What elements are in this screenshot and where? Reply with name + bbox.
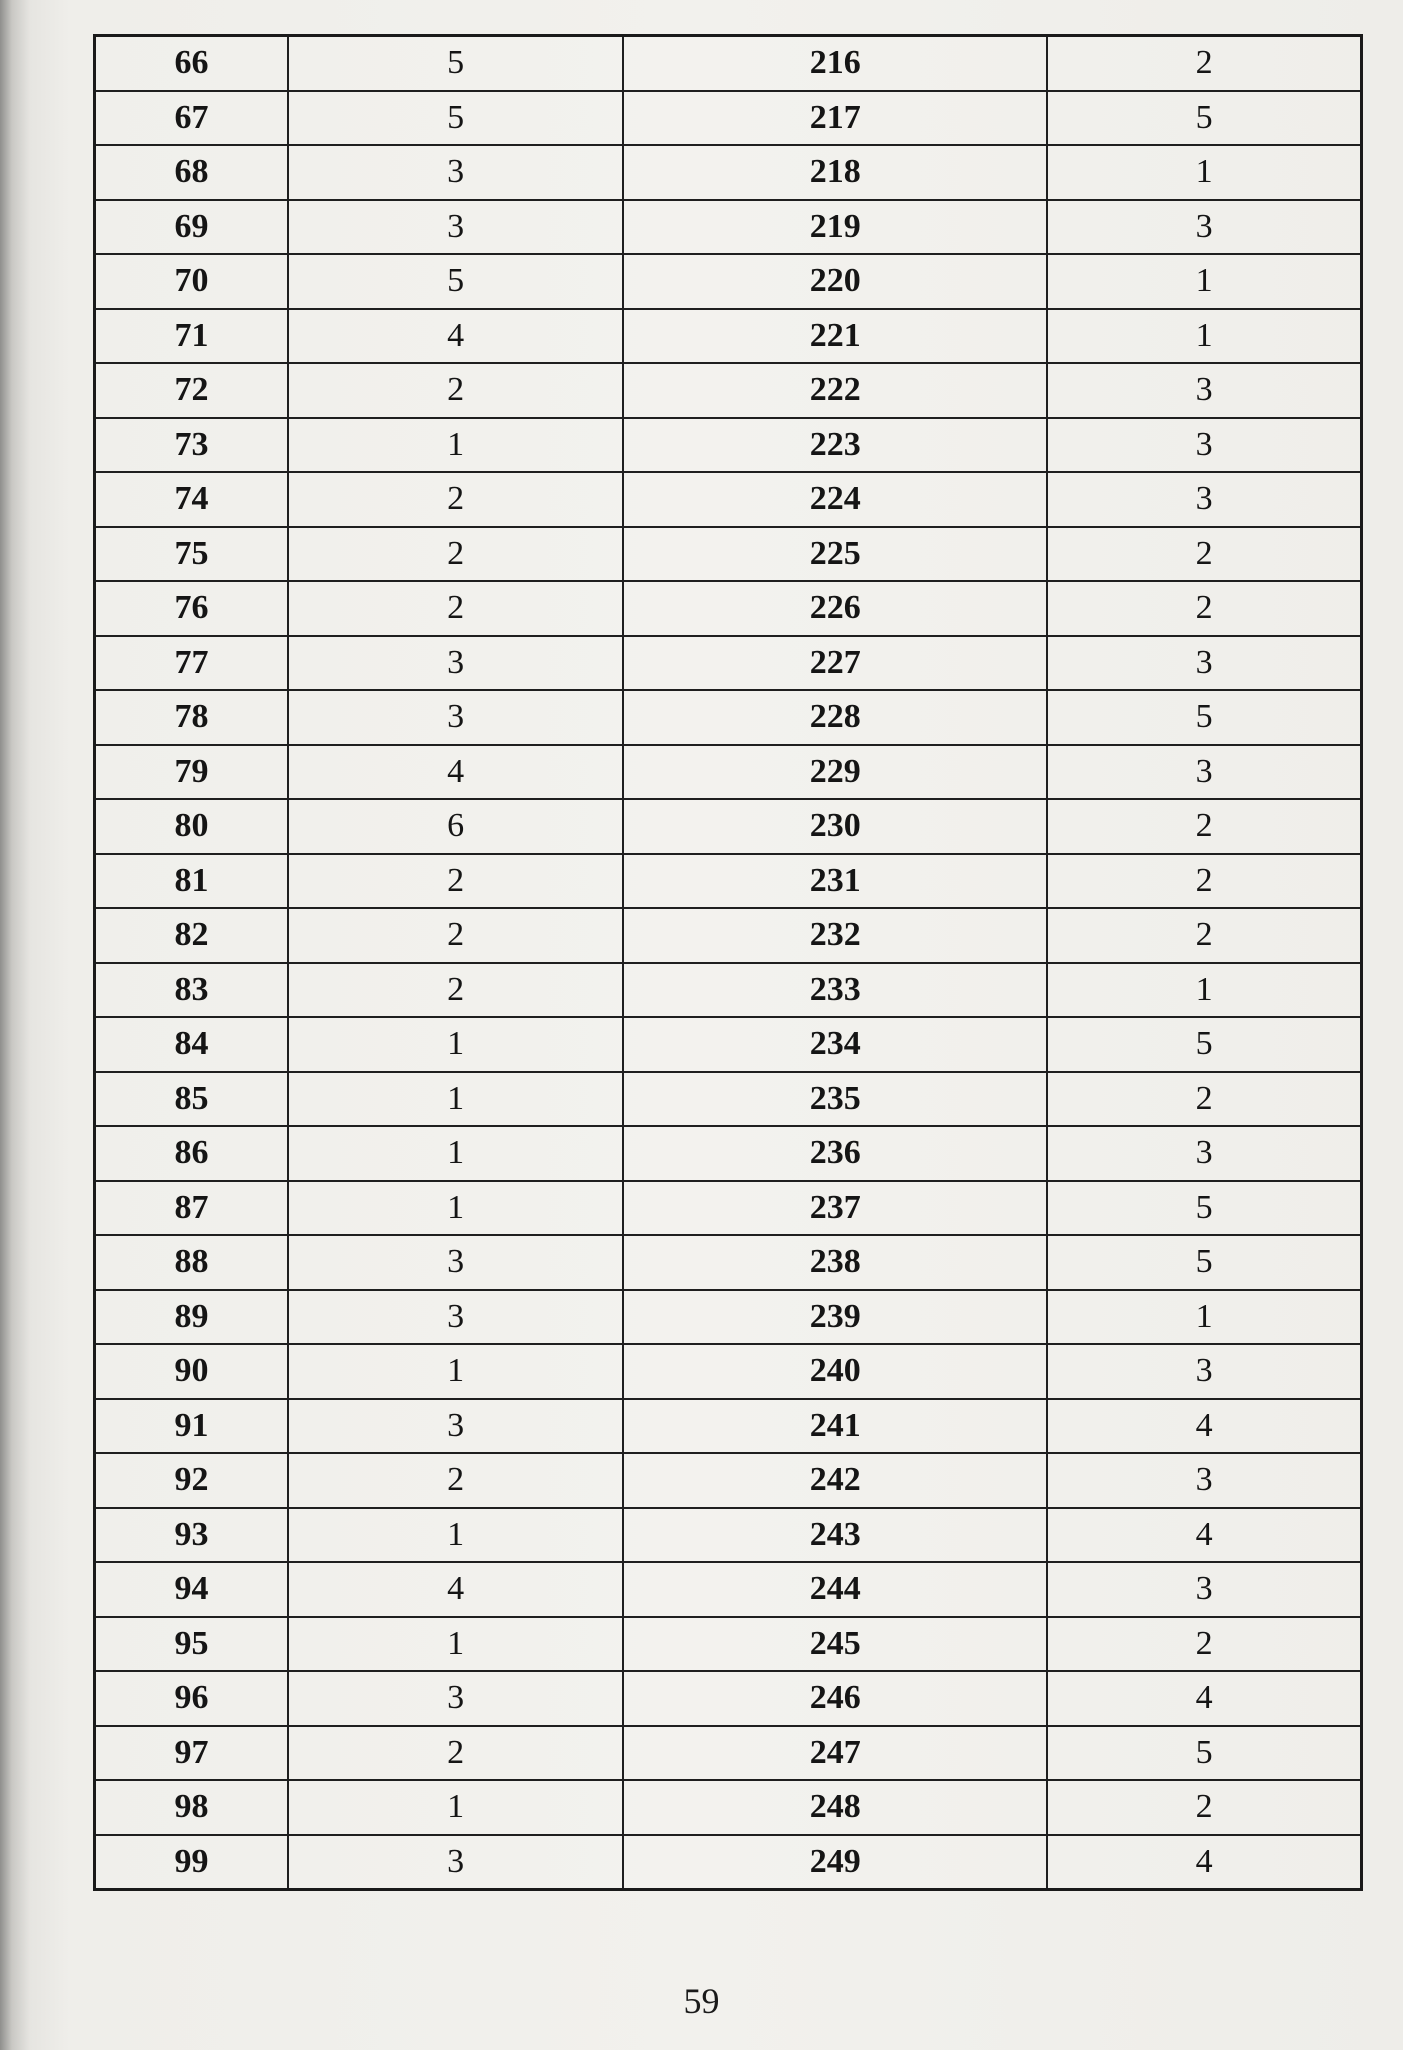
row-value-cell: 6	[288, 799, 623, 854]
table-row	[95, 1617, 1362, 1672]
row-id-cell: 92	[95, 1453, 289, 1508]
row-id-cell: 76	[95, 581, 289, 636]
row-value-cell-right: 4	[1047, 1835, 1361, 1890]
row-value-cell: 1	[288, 1344, 623, 1399]
row-id-cell-right: 235	[623, 1072, 1047, 1127]
row-value-cell-right: 1	[1047, 1290, 1361, 1345]
table-row	[95, 636, 1362, 691]
row-value-cell-right: 1	[1047, 145, 1361, 200]
table-row	[95, 1290, 1362, 1345]
row-id-cell-right: 234	[623, 1017, 1047, 1072]
row-id-cell: 69	[95, 200, 289, 255]
row-id-cell: 87	[95, 1181, 289, 1236]
row-id-cell-right: 218	[623, 145, 1047, 200]
row-value-cell-right: 3	[1047, 636, 1361, 691]
row-value-cell: 4	[288, 745, 623, 800]
row-id-cell: 94	[95, 1562, 289, 1617]
row-id-cell-right: 245	[623, 1617, 1047, 1672]
table-row	[95, 1726, 1362, 1781]
table-row	[95, 363, 1362, 418]
row-id-cell-right: 249	[623, 1835, 1047, 1890]
row-value-cell: 3	[288, 636, 623, 691]
row-id-cell-right: 247	[623, 1726, 1047, 1781]
row-value-cell: 4	[288, 1562, 623, 1617]
table-row	[95, 527, 1362, 582]
table-row	[95, 854, 1362, 909]
row-value-cell: 4	[288, 309, 623, 364]
row-value-cell-right: 2	[1047, 1780, 1361, 1835]
row-value-cell-right: 3	[1047, 1453, 1361, 1508]
table-row	[95, 36, 1362, 91]
row-id-cell: 98	[95, 1780, 289, 1835]
row-value-cell: 1	[288, 1126, 623, 1181]
row-value-cell: 2	[288, 1453, 623, 1508]
row-id-cell-right: 239	[623, 1290, 1047, 1345]
row-id-cell: 88	[95, 1235, 289, 1290]
table-row	[95, 91, 1362, 146]
row-value-cell-right: 4	[1047, 1508, 1361, 1563]
row-id-cell: 68	[95, 145, 289, 200]
row-value-cell-right: 3	[1047, 1562, 1361, 1617]
row-id-cell-right: 229	[623, 745, 1047, 800]
row-value-cell-right: 5	[1047, 1181, 1361, 1236]
table-row	[95, 1344, 1362, 1399]
row-value-cell-right: 1	[1047, 963, 1361, 1018]
row-id-cell-right: 224	[623, 472, 1047, 527]
row-value-cell: 1	[288, 1508, 623, 1563]
row-id-cell-right: 248	[623, 1780, 1047, 1835]
row-id-cell: 95	[95, 1617, 289, 1672]
table-row	[95, 1671, 1362, 1726]
row-id-cell-right: 233	[623, 963, 1047, 1018]
row-value-cell: 3	[288, 690, 623, 745]
row-value-cell-right: 3	[1047, 200, 1361, 255]
row-id-cell: 83	[95, 963, 289, 1018]
row-id-cell-right: 231	[623, 854, 1047, 909]
row-id-cell: 74	[95, 472, 289, 527]
table-row	[95, 1126, 1362, 1181]
row-value-cell-right: 1	[1047, 309, 1361, 364]
row-id-cell: 75	[95, 527, 289, 582]
row-value-cell-right: 2	[1047, 1617, 1361, 1672]
row-id-cell-right: 228	[623, 690, 1047, 745]
row-id-cell: 99	[95, 1835, 289, 1890]
data-table	[93, 34, 1363, 1891]
row-id-cell-right: 242	[623, 1453, 1047, 1508]
row-value-cell: 2	[288, 581, 623, 636]
row-id-cell-right: 230	[623, 799, 1047, 854]
row-id-cell-right: 238	[623, 1235, 1047, 1290]
page-number: 59	[683, 1981, 720, 2021]
row-id-cell-right: 221	[623, 309, 1047, 364]
row-value-cell-right: 2	[1047, 799, 1361, 854]
table-row	[95, 690, 1362, 745]
row-value-cell: 1	[288, 1181, 623, 1236]
table-row	[95, 309, 1362, 364]
table-row	[95, 254, 1362, 309]
row-id-cell-right: 237	[623, 1181, 1047, 1236]
row-id-cell-right: 241	[623, 1399, 1047, 1454]
row-value-cell-right: 3	[1047, 745, 1361, 800]
row-value-cell: 2	[288, 527, 623, 582]
row-id-cell: 93	[95, 1508, 289, 1563]
row-id-cell-right: 240	[623, 1344, 1047, 1399]
row-value-cell-right: 5	[1047, 1726, 1361, 1781]
row-value-cell-right: 2	[1047, 581, 1361, 636]
row-value-cell: 1	[288, 1017, 623, 1072]
row-value-cell-right: 2	[1047, 854, 1361, 909]
row-value-cell-right: 3	[1047, 472, 1361, 527]
row-id-cell: 81	[95, 854, 289, 909]
row-id-cell-right: 220	[623, 254, 1047, 309]
row-value-cell-right: 5	[1047, 1017, 1361, 1072]
table-row	[95, 200, 1362, 255]
row-id-cell: 82	[95, 908, 289, 963]
row-id-cell-right: 217	[623, 91, 1047, 146]
table-row	[95, 799, 1362, 854]
row-value-cell: 1	[288, 1780, 623, 1835]
row-value-cell-right: 5	[1047, 690, 1361, 745]
row-id-cell-right: 244	[623, 1562, 1047, 1617]
row-id-cell-right: 225	[623, 527, 1047, 582]
row-value-cell-right: 2	[1047, 36, 1361, 91]
row-value-cell: 2	[288, 1726, 623, 1781]
row-id-cell-right: 243	[623, 1508, 1047, 1563]
row-value-cell-right: 4	[1047, 1671, 1361, 1726]
table-row	[95, 1072, 1362, 1127]
table-row	[95, 1181, 1362, 1236]
row-id-cell: 70	[95, 254, 289, 309]
row-value-cell-right: 3	[1047, 418, 1361, 473]
row-id-cell: 73	[95, 418, 289, 473]
row-id-cell: 90	[95, 1344, 289, 1399]
row-value-cell-right: 4	[1047, 1399, 1361, 1454]
row-value-cell: 3	[288, 1399, 623, 1454]
row-value-cell: 5	[288, 36, 623, 91]
row-value-cell-right: 2	[1047, 1072, 1361, 1127]
row-id-cell-right: 223	[623, 418, 1047, 473]
row-id-cell: 84	[95, 1017, 289, 1072]
row-id-cell: 67	[95, 91, 289, 146]
table-row	[95, 581, 1362, 636]
row-id-cell: 77	[95, 636, 289, 691]
row-value-cell: 3	[288, 1235, 623, 1290]
row-value-cell-right: 2	[1047, 527, 1361, 582]
row-value-cell: 3	[288, 145, 623, 200]
table-row	[95, 1399, 1362, 1454]
row-value-cell-right: 3	[1047, 363, 1361, 418]
row-value-cell: 1	[288, 1617, 623, 1672]
table-row	[95, 1235, 1362, 1290]
row-value-cell-right: 1	[1047, 254, 1361, 309]
row-value-cell: 5	[288, 91, 623, 146]
row-id-cell: 78	[95, 690, 289, 745]
table-row	[95, 1835, 1362, 1890]
row-value-cell: 3	[288, 1835, 623, 1890]
table-row	[95, 418, 1362, 473]
table-row	[95, 1453, 1362, 1508]
table-row	[95, 745, 1362, 800]
row-id-cell-right: 232	[623, 908, 1047, 963]
row-value-cell: 1	[288, 1072, 623, 1127]
row-value-cell: 3	[288, 1290, 623, 1345]
row-id-cell-right: 226	[623, 581, 1047, 636]
table-row	[95, 1780, 1362, 1835]
row-value-cell-right: 3	[1047, 1126, 1361, 1181]
table-row	[95, 145, 1362, 200]
table-row	[95, 1508, 1362, 1563]
row-value-cell: 2	[288, 854, 623, 909]
table-row	[95, 1017, 1362, 1072]
table-row	[95, 963, 1362, 1018]
row-value-cell-right: 5	[1047, 91, 1361, 146]
row-id-cell-right: 236	[623, 1126, 1047, 1181]
row-id-cell: 66	[95, 36, 289, 91]
table-row	[95, 472, 1362, 527]
row-id-cell-right: 216	[623, 36, 1047, 91]
row-id-cell: 80	[95, 799, 289, 854]
row-value-cell: 5	[288, 254, 623, 309]
row-id-cell-right: 222	[623, 363, 1047, 418]
row-value-cell: 2	[288, 908, 623, 963]
row-value-cell: 1	[288, 418, 623, 473]
row-value-cell-right: 2	[1047, 908, 1361, 963]
row-value-cell: 3	[288, 200, 623, 255]
row-id-cell-right: 227	[623, 636, 1047, 691]
table-row	[95, 908, 1362, 963]
row-id-cell-right: 246	[623, 1671, 1047, 1726]
row-value-cell-right: 3	[1047, 1344, 1361, 1399]
row-value-cell: 2	[288, 363, 623, 418]
row-id-cell: 91	[95, 1399, 289, 1454]
table-body	[95, 36, 1362, 1890]
row-id-cell: 97	[95, 1726, 289, 1781]
row-id-cell: 96	[95, 1671, 289, 1726]
table-row	[95, 1562, 1362, 1617]
row-id-cell: 71	[95, 309, 289, 364]
row-value-cell-right: 5	[1047, 1235, 1361, 1290]
row-id-cell-right: 219	[623, 200, 1047, 255]
row-id-cell: 72	[95, 363, 289, 418]
row-value-cell: 3	[288, 1671, 623, 1726]
row-id-cell: 79	[95, 745, 289, 800]
row-value-cell: 2	[288, 963, 623, 1018]
row-id-cell: 86	[95, 1126, 289, 1181]
row-id-cell: 85	[95, 1072, 289, 1127]
row-id-cell: 89	[95, 1290, 289, 1345]
row-value-cell: 2	[288, 472, 623, 527]
